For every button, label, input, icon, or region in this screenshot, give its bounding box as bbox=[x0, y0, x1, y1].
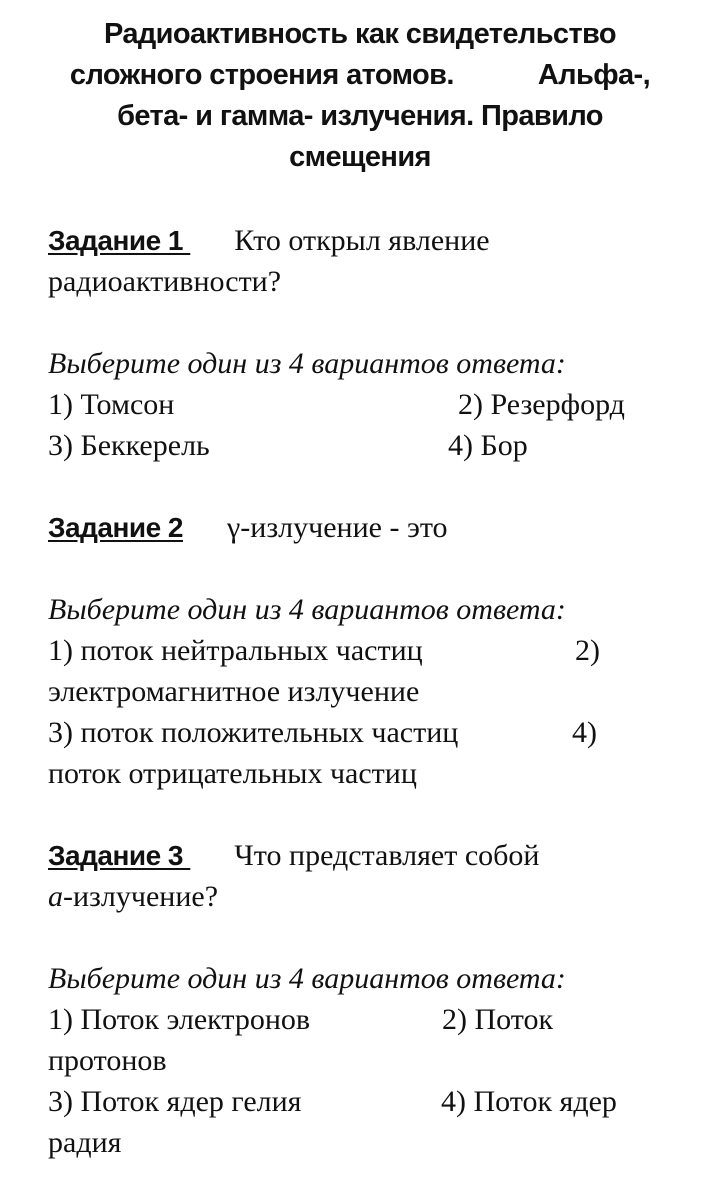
task-3-option-3: 3) Поток ядер гелия bbox=[48, 1085, 302, 1118]
task-1-option-4: 4) Бор bbox=[448, 429, 528, 462]
task-1-option-1: 1) Томсон bbox=[48, 388, 175, 421]
task-3-label: Задание 3 bbox=[48, 840, 191, 871]
task-2-option-3: 3) поток положительных частиц bbox=[48, 716, 459, 749]
task-2-options-row-2 bbox=[48, 712, 678, 753]
task-1-option-3: 3) Беккерель bbox=[48, 429, 210, 462]
task-3-instruction: Выберите один из 4 вариантов ответа: bbox=[48, 962, 566, 995]
task-2-options-row-1 bbox=[48, 630, 678, 671]
title-line-2b: Альфа-, bbox=[537, 59, 651, 91]
task-1-options-row-2 bbox=[48, 425, 678, 466]
task-1-option-2: 2) Резерфорд bbox=[458, 388, 625, 421]
task-2-label: Задание 2 bbox=[48, 512, 184, 543]
task-3-header bbox=[48, 835, 678, 876]
task-2-option-1: 1) поток нейтральных частиц bbox=[48, 634, 423, 667]
title-line-4: смещения bbox=[289, 141, 431, 173]
task-3-options-row-2 bbox=[48, 1081, 678, 1122]
page-title bbox=[40, 14, 680, 178]
task-2-question-line-1: γ-излучение - это bbox=[227, 511, 448, 544]
task-3-options-row-1 bbox=[48, 999, 678, 1040]
task-3-option-4-start: 4) Поток ядер bbox=[441, 1085, 617, 1118]
task-2-option-2-text: электромагнитное излучение bbox=[48, 675, 420, 708]
title-line-2 bbox=[40, 55, 680, 96]
task-3-question-line-1: Что представляет собой bbox=[234, 839, 540, 872]
task-3-option-2-start: 2) Поток bbox=[442, 1003, 554, 1036]
title-line-2a: сложного строения атомов. bbox=[69, 59, 454, 91]
title-line-3: бета- и гамма- излучения. Правило bbox=[117, 100, 603, 132]
task-2-option-2-number: 2) bbox=[575, 634, 600, 667]
task-3-question-line-2 bbox=[48, 876, 678, 917]
task-2-option-4-text: поток отрицательных частиц bbox=[48, 757, 417, 790]
task-3-option-1: 1) Поток электронов bbox=[48, 1003, 311, 1036]
task-2-instruction: Выберите один из 4 вариантов ответа: bbox=[48, 593, 566, 626]
task-3-question-line-2-text: -излучение? bbox=[63, 880, 219, 913]
alpha-symbol: a bbox=[48, 880, 63, 913]
task-2-header bbox=[48, 507, 678, 548]
title-line-1: Радиоактивность как свидетельство bbox=[103, 18, 617, 50]
task-2-option-4-number: 4) bbox=[572, 716, 597, 749]
task-1-question-line-2: радиоактивности? bbox=[48, 265, 282, 298]
document-body bbox=[48, 220, 678, 1163]
task-1-instruction: Выберите один из 4 вариантов ответа: bbox=[48, 347, 566, 380]
task-3-option-4-end: радия bbox=[48, 1126, 122, 1159]
task-1-question-line-1: Кто открыл явление bbox=[234, 224, 490, 257]
task-3-option-2-end: протонов bbox=[48, 1044, 167, 1077]
task-1-options-row-1 bbox=[48, 384, 678, 425]
task-1-label: Задание 1 bbox=[48, 225, 191, 256]
task-1-header bbox=[48, 220, 678, 261]
